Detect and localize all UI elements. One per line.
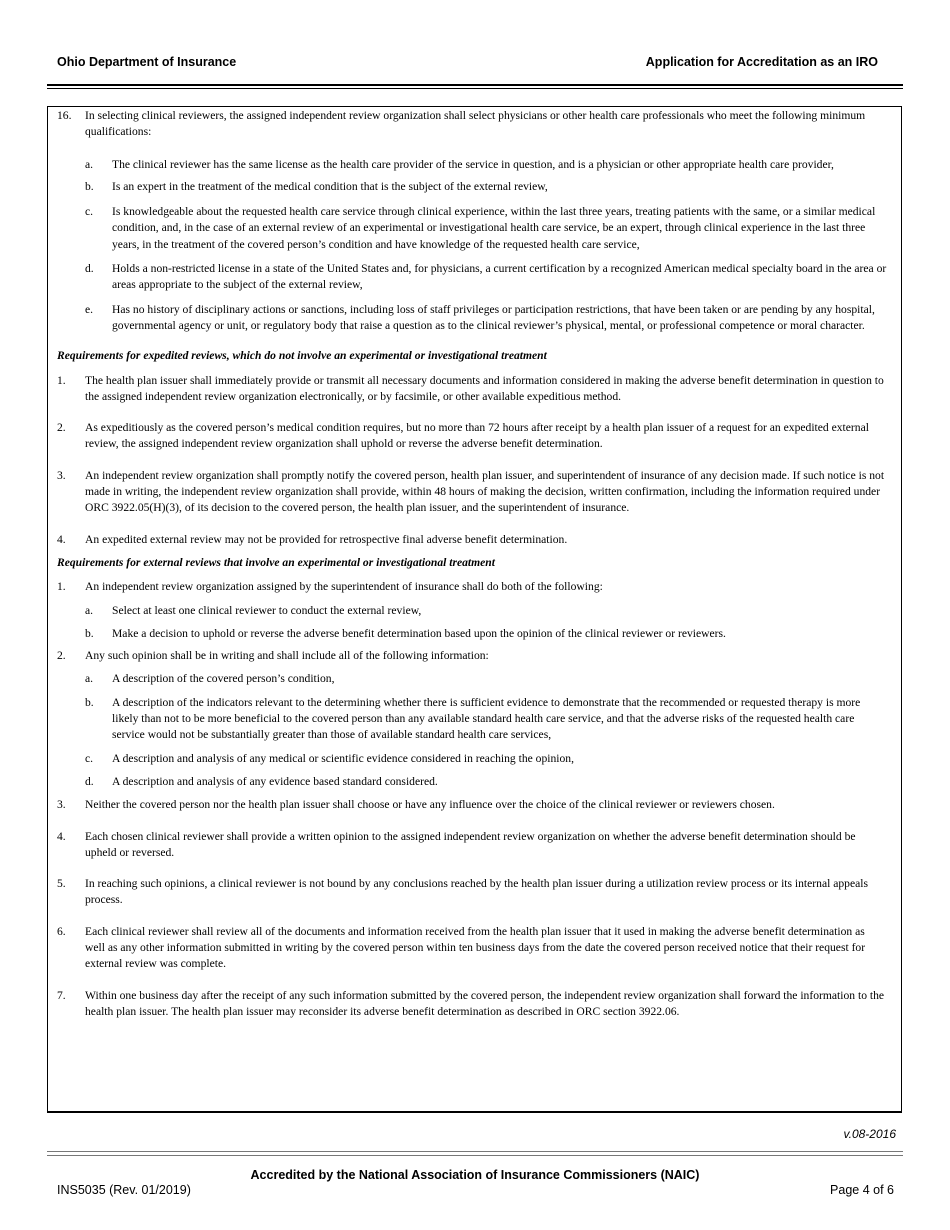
item-number: 2. <box>57 649 66 663</box>
item-number: 6. <box>57 924 66 938</box>
item-text: Neither the covered person nor the health plan issuer shall choose or have any influence over the choice of the clinical reviewer or reviewers chosen. <box>85 798 775 812</box>
form-number: INS5035 (Rev. 01/2019) <box>57 1183 191 1197</box>
item-number: 16. <box>57 109 72 122</box>
sub-item-letter: b. <box>85 695 94 709</box>
sub-item <box>57 671 887 687</box>
item-text: An expedited external review may not be provided for retrospective final adverse benefit determination. <box>85 532 568 546</box>
sub-item-letter: d. <box>85 774 94 788</box>
sub-item <box>57 204 887 253</box>
item-number: 1. <box>57 580 66 594</box>
item-text: Within one business day after the receipt of any such information submitted by the covered person, the independent review organization shall forward the information to the health plan issuer. The health plan issuer may reconsider its adverse benefit determination as described in ORC section 3922.06. <box>85 988 885 1018</box>
sub-item-letter: c. <box>85 205 94 219</box>
footer-divider-thin <box>47 1155 903 1156</box>
sub-item-letter: b. <box>85 626 94 640</box>
item-text: Each clinical reviewer shall review all of the documents and information received from the health plan issuer that it used in making the adverse benefit determination as well as any other information submitted in writing by the covered person within ten business days from the date the covered person received notice that their request for external review was complete. <box>85 924 866 971</box>
list-item <box>57 988 887 1021</box>
sub-item <box>57 261 887 294</box>
list-item <box>57 797 887 813</box>
sub-item <box>57 302 887 335</box>
item-number: 5. <box>57 877 66 891</box>
section-heading-expedited: Requirements for expedited reviews, which do not involve an experimental or investigational treatment <box>57 349 547 363</box>
sub-item <box>57 179 887 195</box>
item-text: Any such opinion shall be in writing and shall include all of the following information: <box>85 649 489 663</box>
sub-item <box>57 695 887 744</box>
item-text: In selecting clinical reviewers, the assigned independent review organization shall select physicians or other health care professionals who meet the following minimum qualifications: <box>85 109 866 139</box>
item-number: 3. <box>57 798 66 812</box>
section-heading-experimental: Requirements for external reviews that involve an experimental or investigational treatment <box>57 555 495 569</box>
sub-item <box>57 626 887 642</box>
page-number: Page 4 of 6 <box>830 1183 894 1197</box>
item-text: In reaching such opinions, a clinical reviewer is not bound by any conclusions reached by the health plan issuer during a utilization review process or its internal appeals process. <box>85 877 868 907</box>
version-label: v.08-2016 <box>843 1127 896 1141</box>
sub-item-text: Make a decision to uphold or reverse the adverse benefit determination based upon the opinion of the clinical reviewer or reviewers. <box>112 626 726 640</box>
sub-item-text: Is knowledgeable about the requested health care service through clinical experience, within the last three years, treating patients with the same, or a similar medical condition, and, in the case of an external review of an experimental or investigational health care service, be an expert, through clinical experience in the last three years, in the treatment of the covered person’s condition and have knowledge of the requested health care service, <box>112 205 876 251</box>
footer-accreditation: Accredited by the National Association of Insurance Commissioners (NAIC) <box>250 1168 700 1182</box>
sub-item <box>57 774 887 790</box>
sub-item-text: Holds a non-restricted license in a state of the United States and, for physicians, a current certification by a recognized American medical specialty board in the area or areas appropriate to the subject of the external review, <box>112 262 887 292</box>
list-item <box>57 468 887 517</box>
sub-item-text: A description of the indicators relevant to the determining whether there is sufficient evidence to demonstrate that the recommended or requested therapy is more likely than not to be more beneficial to the covered person than any available standard health care service, and that the adverse risks of the requested health care service would not be substantially greater than those of available standard health care services, <box>112 695 861 742</box>
header-department: Ohio Department of Insurance <box>57 55 237 69</box>
item-text: Each chosen clinical reviewer shall provide a written opinion to the assigned independent review organization on whether the adverse benefit determination should be upheld or reversed. <box>85 829 856 859</box>
header-form-title: Application for Accreditation as an IRO <box>645 55 878 69</box>
sub-item-letter: a. <box>85 603 94 617</box>
sub-item-letter: a. <box>85 157 94 171</box>
header-divider-thin <box>47 88 903 89</box>
sub-item-text: Select at least one clinical reviewer to conduct the external review, <box>112 603 422 617</box>
item-text: The health plan issuer shall immediately provide or transmit all necessary documents and information considered in making the adverse benefit determination in question to the assigned independent review organization electronically, or by facsimile, or other available expeditious method. <box>85 373 884 403</box>
sub-item <box>57 751 887 767</box>
item-text: As expeditiously as the covered person’s medical condition requires, but no more than 72 hours after receipt by a health plan issuer of a request for an expedited external review, the assigned independent review organization shall uphold or reverse the adverse benefit determination. <box>85 421 869 451</box>
sub-item-text: Is an expert in the treatment of the medical condition that is the subject of the external review, <box>112 179 548 193</box>
footer-divider <box>47 1151 903 1152</box>
list-item <box>57 876 887 909</box>
sub-item-text: The clinical reviewer has the same license as the health care provider of the service in question, and is a physician or other appropriate health care provider, <box>112 157 834 171</box>
item-number: 2. <box>57 421 66 435</box>
item-text: An independent review organization shall promptly notify the covered person, health plan issuer, and superintendent of insurance of any decision made. If such notice is not made in writing, the independent review organization shall provide, within 48 hours of making the decision, written confirmation, including the information required under ORC 3922.05(H)(3), of its decision to the covered person, the health plan issuer, and the superintendent of insurance. <box>85 468 885 515</box>
list-item <box>57 373 887 406</box>
sub-item <box>57 157 887 173</box>
sub-item-letter: b. <box>85 179 94 193</box>
document-body <box>57 108 887 1020</box>
sub-item-letter: d. <box>85 262 94 276</box>
list-item <box>57 108 887 141</box>
list-item <box>57 648 887 664</box>
list-item <box>57 420 887 453</box>
item-number: 4. <box>57 829 66 843</box>
item-number: 7. <box>57 988 66 1002</box>
sub-item-text: A description and analysis of any evidence based standard considered. <box>112 774 438 788</box>
header-divider <box>47 84 903 86</box>
list-item <box>57 579 887 595</box>
sub-item-text: A description and analysis of any medical or scientific evidence considered in reaching the opinion, <box>112 751 574 765</box>
list-item <box>57 532 887 548</box>
item-text: An independent review organization assigned by the superintendent of insurance shall do both of the following: <box>85 580 603 594</box>
item-number: 1. <box>57 373 66 387</box>
sub-item-letter: c. <box>85 751 94 765</box>
list-item <box>57 829 887 862</box>
sub-item-text: Has no history of disciplinary actions or sanctions, including loss of staff privileges or participation restrictions, that have been taken or are pending by any hospital, governmental agency or unit, or regulatory body that raise a question as to the clinical reviewer’s physical, mental, or professional competence or moral character. <box>112 302 875 332</box>
sub-item-letter: e. <box>85 302 94 316</box>
sub-item-letter: a. <box>85 672 94 686</box>
sub-item <box>57 603 887 619</box>
item-number: 4. <box>57 532 66 546</box>
sub-item-text: A description of the covered person’s condition, <box>112 672 335 686</box>
list-item <box>57 924 887 973</box>
item-number: 3. <box>57 468 66 482</box>
